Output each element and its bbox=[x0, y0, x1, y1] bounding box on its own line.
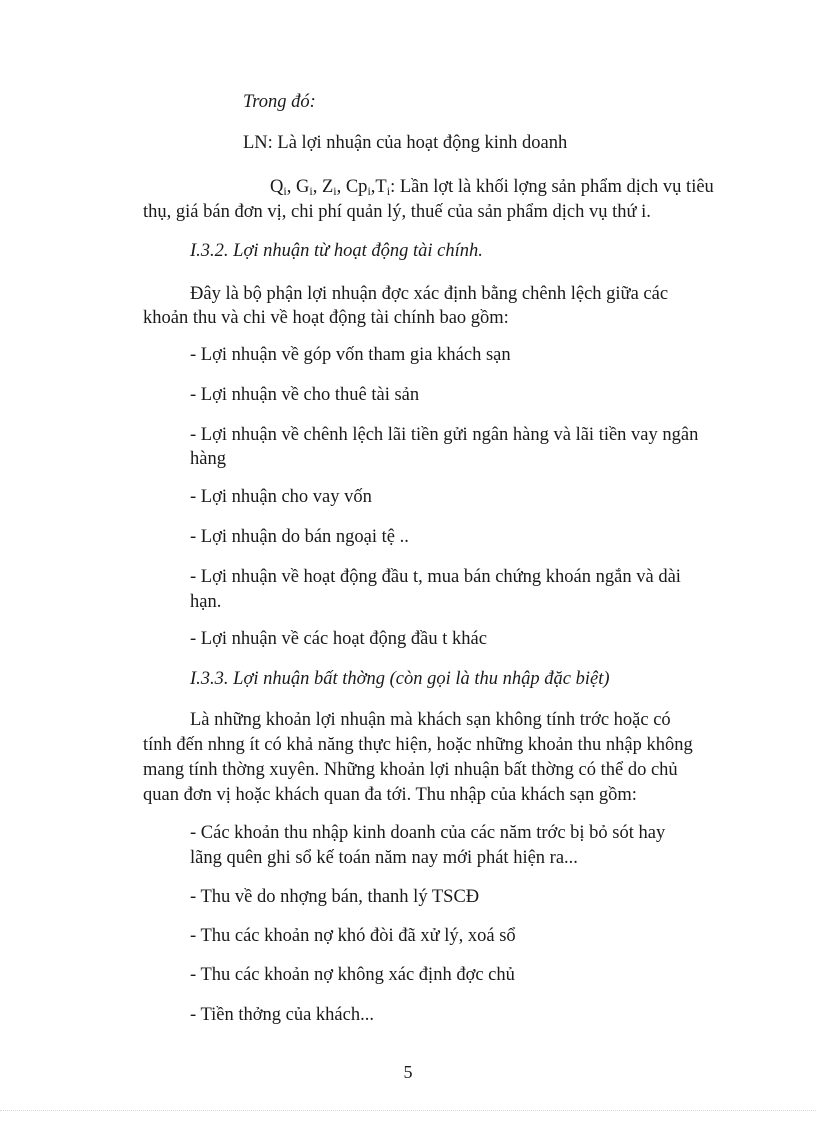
sub-i: i bbox=[309, 184, 313, 198]
colon: : bbox=[390, 177, 396, 197]
list-item: - Lợi nhuận về góp vốn tham gia khách sạn bbox=[190, 345, 511, 365]
section-133-para-line1: Là những khoản lợi nhuận mà khách sạn không tính trớc hoặc có bbox=[190, 710, 671, 730]
intro-label: Trong đó: bbox=[243, 92, 316, 112]
var-cp: Cp bbox=[345, 177, 368, 197]
sep: , bbox=[286, 177, 296, 197]
list-item-continued: hạn. bbox=[190, 592, 222, 612]
sub-i: i bbox=[283, 184, 287, 198]
sep: , bbox=[312, 177, 322, 197]
ln-definition: LN: Là lợi nhuận của hoạt động kinh doanh bbox=[243, 133, 568, 153]
list-item: - Tiền thởng của khách... bbox=[190, 1005, 374, 1025]
page-number: 5 bbox=[403, 1062, 413, 1082]
section-133-para-line4: quan đơn vị hoặc khách quan đa tới. Thu nhập của khách sạn gồm: bbox=[143, 785, 637, 805]
section-132-para-line1: Đây là bộ phận lợi nhuận đợc xác định bằng chênh lệch giữa các bbox=[190, 284, 669, 304]
sep: , bbox=[370, 177, 376, 197]
list-item: - Lợi nhuận cho vay vốn bbox=[190, 487, 372, 507]
section-133-para-line3: mang tính thờng xuyên. Những khoản lợi nhuận bất thờng có thể do chủ bbox=[143, 760, 678, 780]
sub-i: i bbox=[386, 184, 391, 198]
list-item: - Thu các khoản nợ không xác định đợc chủ bbox=[190, 965, 515, 985]
heading-1-3-3: I.3.3. Lợi nhuận bất thờng (còn gọi là thu nhập đặc biệt) bbox=[190, 669, 610, 689]
sub-i: i bbox=[333, 184, 337, 198]
list-item-continued: hàng bbox=[190, 449, 226, 469]
section-132-para-line2: khoản thu và chi về hoạt động tài chính bao gồm: bbox=[143, 308, 509, 328]
var-z: Z bbox=[321, 177, 334, 197]
list-item: - Lợi nhuận về chênh lệch lãi tiền gửi ngân hàng và lãi tiền vay ngân bbox=[190, 425, 699, 445]
heading-1-3-2: I.3.2. Lợi nhuận từ hoạt động tài chính. bbox=[190, 241, 483, 261]
list-item: - Lợi nhuận về các hoạt động đầu t khác bbox=[190, 629, 487, 649]
var-g: G bbox=[295, 177, 310, 197]
var-t: T bbox=[375, 177, 387, 197]
section-133-para-line2: tính đến nhng ít có khả năng thực hiện, hoặc những khoản thu nhập không bbox=[143, 735, 693, 755]
page-bottom-divider bbox=[0, 1110, 816, 1111]
var-q: Q bbox=[270, 177, 284, 197]
list-item: - Thu về do nhợng bán, thanh lý TSCĐ bbox=[190, 887, 480, 907]
list-item-continued: lãng quên ghi sổ kế toán năm nay mới phát hiện ra... bbox=[190, 848, 578, 868]
list-item: - Các khoản thu nhập kinh doanh của các năm trớc bị bỏ sót hay bbox=[190, 823, 666, 843]
sub-i: i bbox=[367, 184, 371, 198]
sep: , bbox=[336, 177, 346, 197]
list-item: - Thu các khoản nợ khó đòi đã xử lý, xoá sổ bbox=[190, 926, 516, 946]
list-item: - Lợi nhuận về hoạt động đầu t, mua bán chứng khoán ngắn và dài bbox=[190, 567, 681, 587]
vars-desc-1: Lần lợt là khối lợng sản phẩm dịch vụ tiêu bbox=[395, 177, 714, 197]
variables-definition-line2: thụ, giá bán đơn vị, chi phí quản lý, thuế của sản phẩm dịch vụ thứ i. bbox=[143, 202, 651, 222]
list-item: - Lợi nhuận do bán ngoại tệ .. bbox=[190, 527, 409, 547]
list-item: - Lợi nhuận về cho thuê tài sản bbox=[190, 385, 420, 405]
